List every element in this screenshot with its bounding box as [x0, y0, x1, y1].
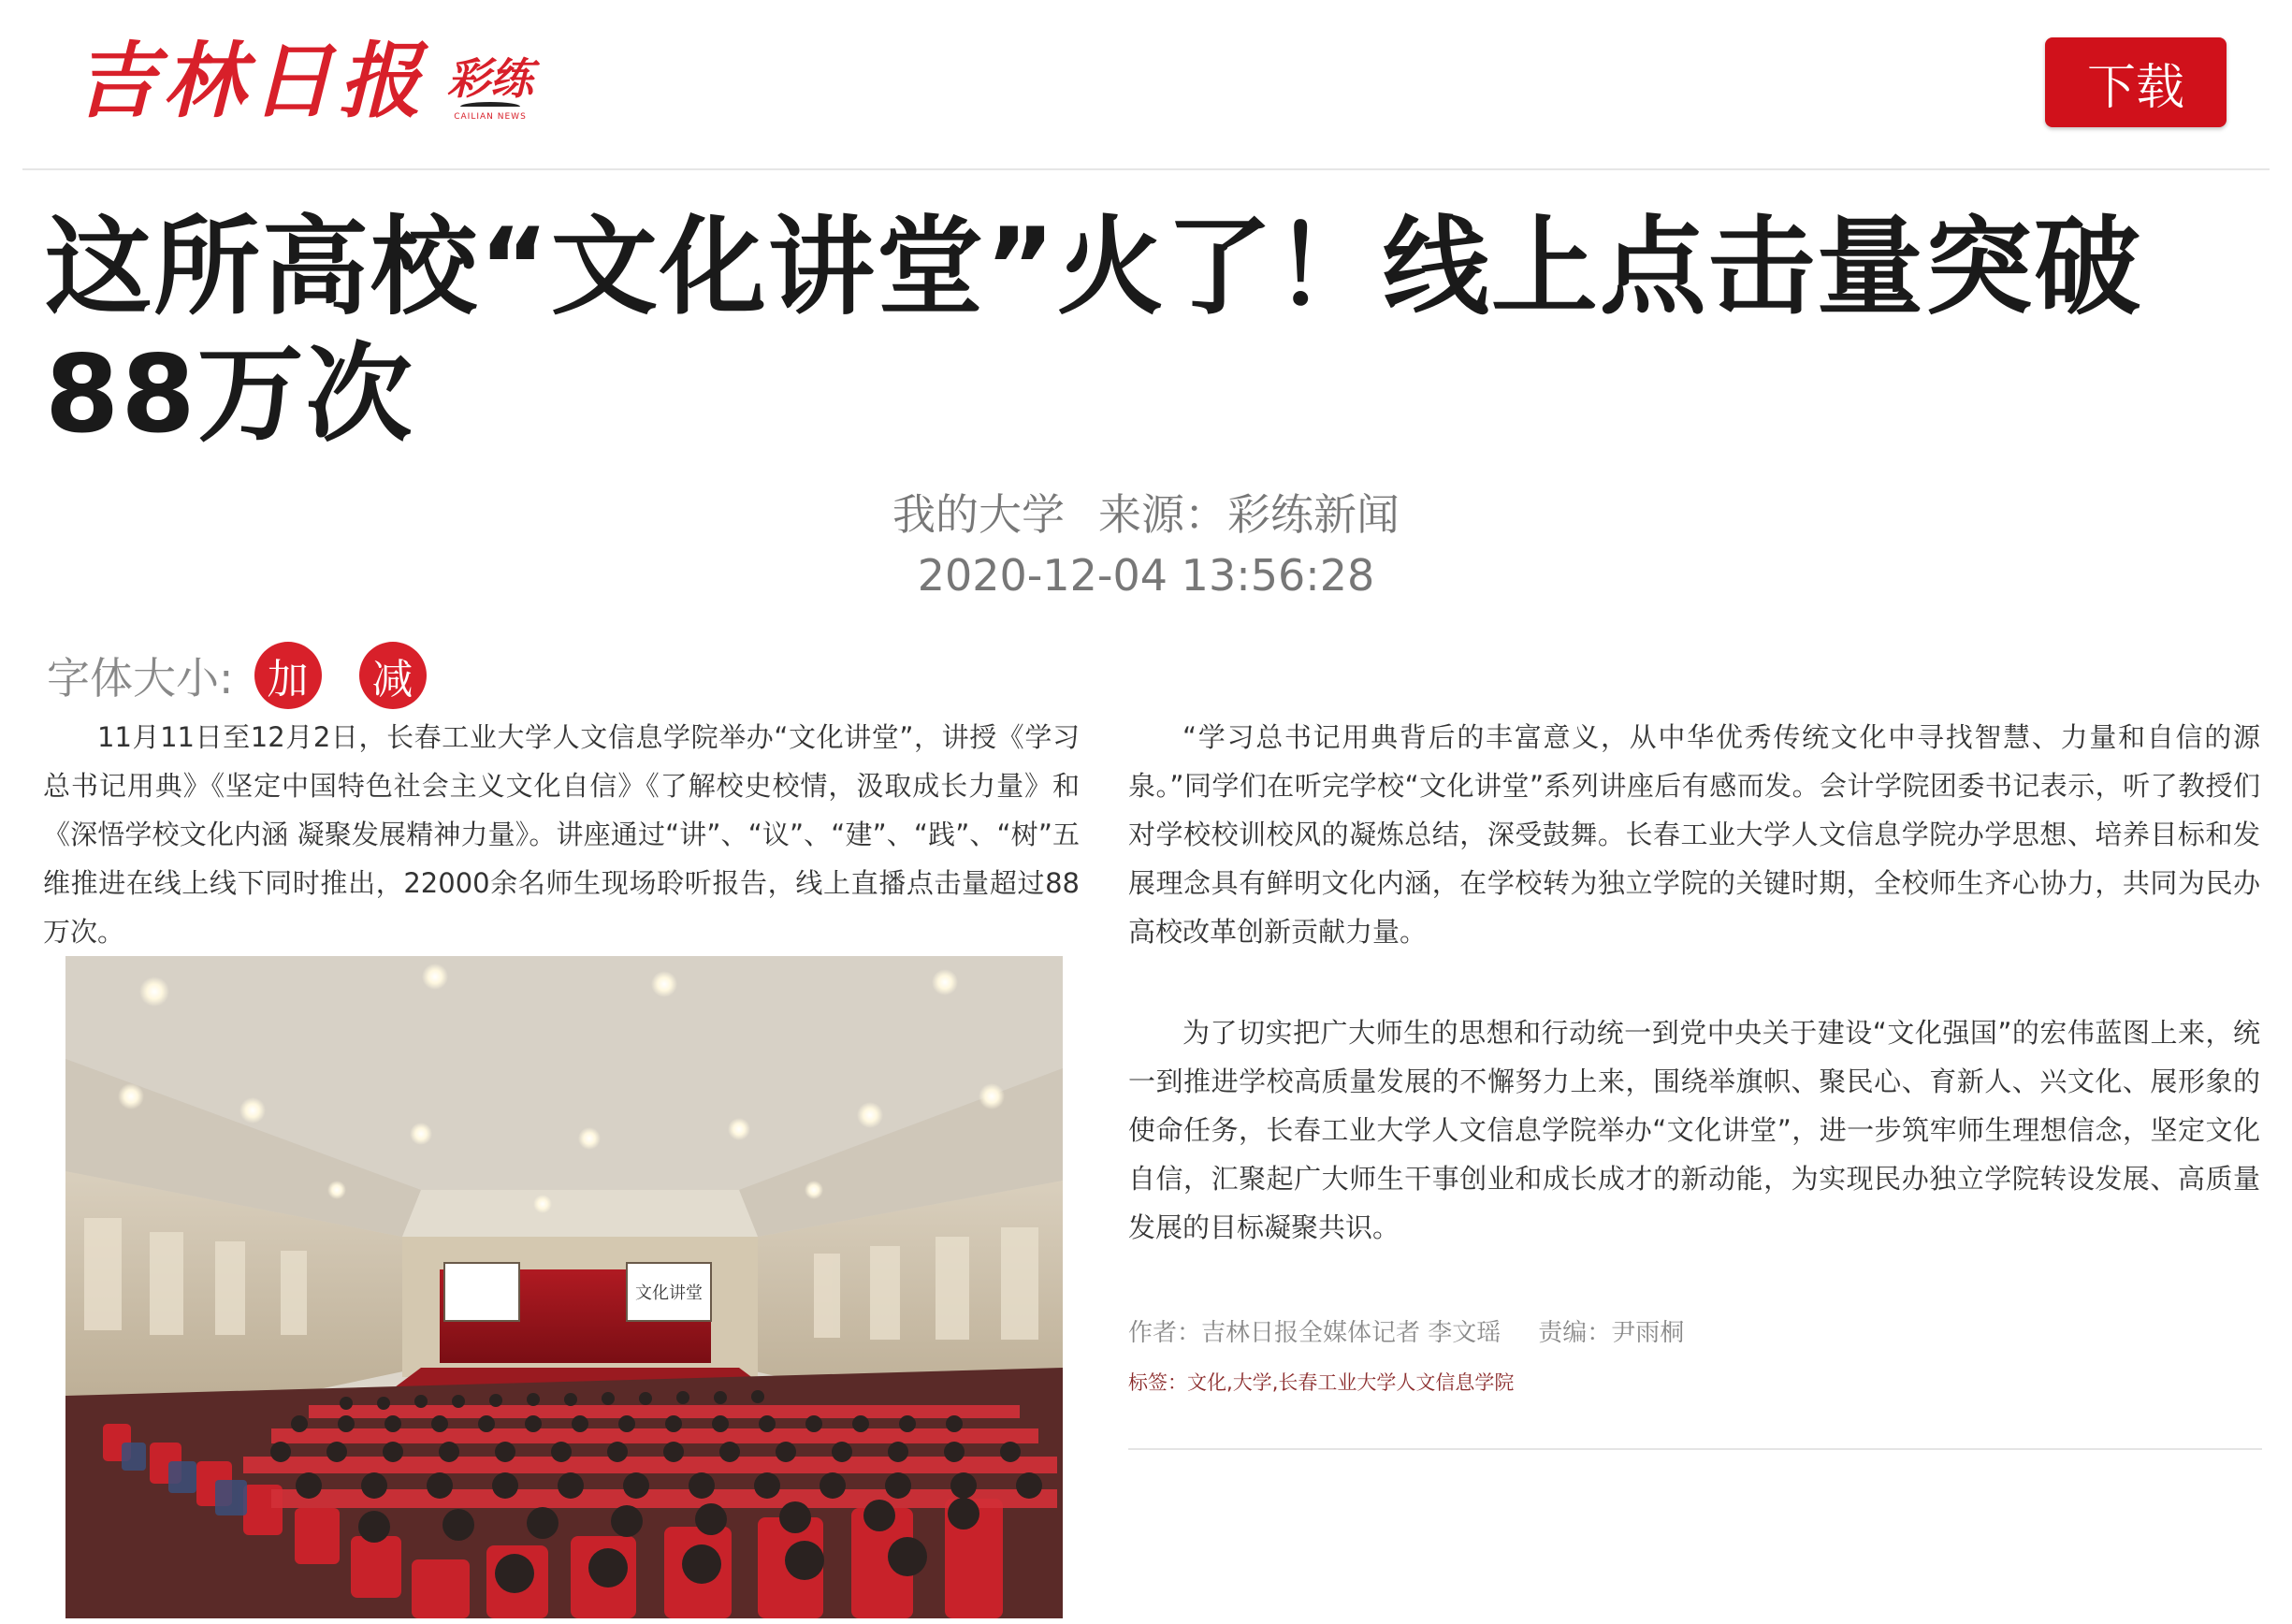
tag-link[interactable]: 文化 [1187, 1371, 1226, 1394]
tags-line [1128, 1368, 1514, 1396]
author-line [1128, 1313, 1684, 1348]
font-size-label: 字体大小: [47, 653, 234, 703]
content-divider [1128, 1448, 2262, 1450]
top-header [0, 0, 2292, 170]
author-name: 作者：吉林日报全媒体记者 李文瑶 [1128, 1319, 1501, 1347]
cailian-logo-arc [460, 102, 520, 111]
tag-separator: , [1271, 1371, 1279, 1394]
lecture-hall-photo [65, 956, 1063, 1618]
cailian-logo [447, 53, 534, 122]
article-title: 这所高校“文化讲堂”火了！线上点击量突破88万次 [45, 205, 2142, 457]
tag-separator: , [1226, 1371, 1233, 1394]
download-button[interactable]: 下载 [2045, 37, 2227, 127]
editor-name: 责编：尹雨桐 [1538, 1319, 1685, 1347]
font-decrease-button[interactable]: 减 [359, 642, 427, 709]
tag-link[interactable]: 长春工业大学人文信息学院 [1278, 1371, 1515, 1394]
screen-caption: 文化讲堂 [635, 1283, 703, 1303]
cailian-logo-text: 彩练 [447, 53, 534, 104]
logo-main-text: 吉林日报 [75, 32, 428, 129]
article-datetime: 2020-12-04 13:56:28 [917, 550, 1375, 601]
font-size-control [47, 642, 427, 709]
jilin-daily-logo[interactable] [75, 32, 534, 129]
article-paragraph: 11月11日至12月2日，长春工业大学人文信息学院举办“文化讲堂”，讲授《学习总书记用典》《坚定中国特色社会主义文化自信》《了解校史校情，汲取成长力量》和《深悟学校文化内涵 凝聚发展精神力量》。讲座通过“讲”、“议”、“建”、“践”、“树”五维推进在线上线下同时推出，22000余名师生现场聆听报告，线上直播点击量超过88万次。 [43, 721, 1080, 948]
tags-label: 标签： [1128, 1371, 1187, 1394]
article-meta [0, 481, 2292, 543]
cailian-logo-en: CAILIAN NEWS [454, 112, 527, 122]
article-paragraph: “学习总书记用典背后的丰富意义，从中华优秀传统文化中寻找智慧、力量和自信的源泉。”同学们在听完学校“文化讲堂”系列讲座后有感而发。会计学院团委书记表示，听了教授们对学校校训校风的凝炼总结，深受鼓舞。长春工业大学人文信息学院办学思想、培养目标和发展理念具有鲜明文化内涵，在学校转为独立学院的关键时期，全校师生齐心协力，共同为民办高校改革创新贡献力量。 [1128, 721, 2260, 948]
column-name[interactable]: 我的大学 [892, 489, 1065, 540]
article-paragraph: 为了切实把广大师生的思想和行动统一到党中央关于建设“文化强国”的宏伟蓝图上来，统一到推进学校高质量发展的不懈努力上来，围绕举旗帜、聚民心、育新人、兴文化、展形象的使命任务，长春工业大学人文信息学院举办“文化讲堂”，进一步筑牢师生理想信念，坚定文化自信，汇聚起广大师生干事创业和成长成才的新动能，为实现民办独立学院转设发展、高质量发展的目标凝聚共识。 [1128, 1017, 2260, 1243]
article-source: 来源：彩练新闻 [1098, 489, 1400, 540]
tag-link[interactable]: 大学 [1232, 1371, 1272, 1394]
header-divider [22, 168, 2270, 170]
font-increase-button[interactable]: 加 [254, 642, 322, 709]
